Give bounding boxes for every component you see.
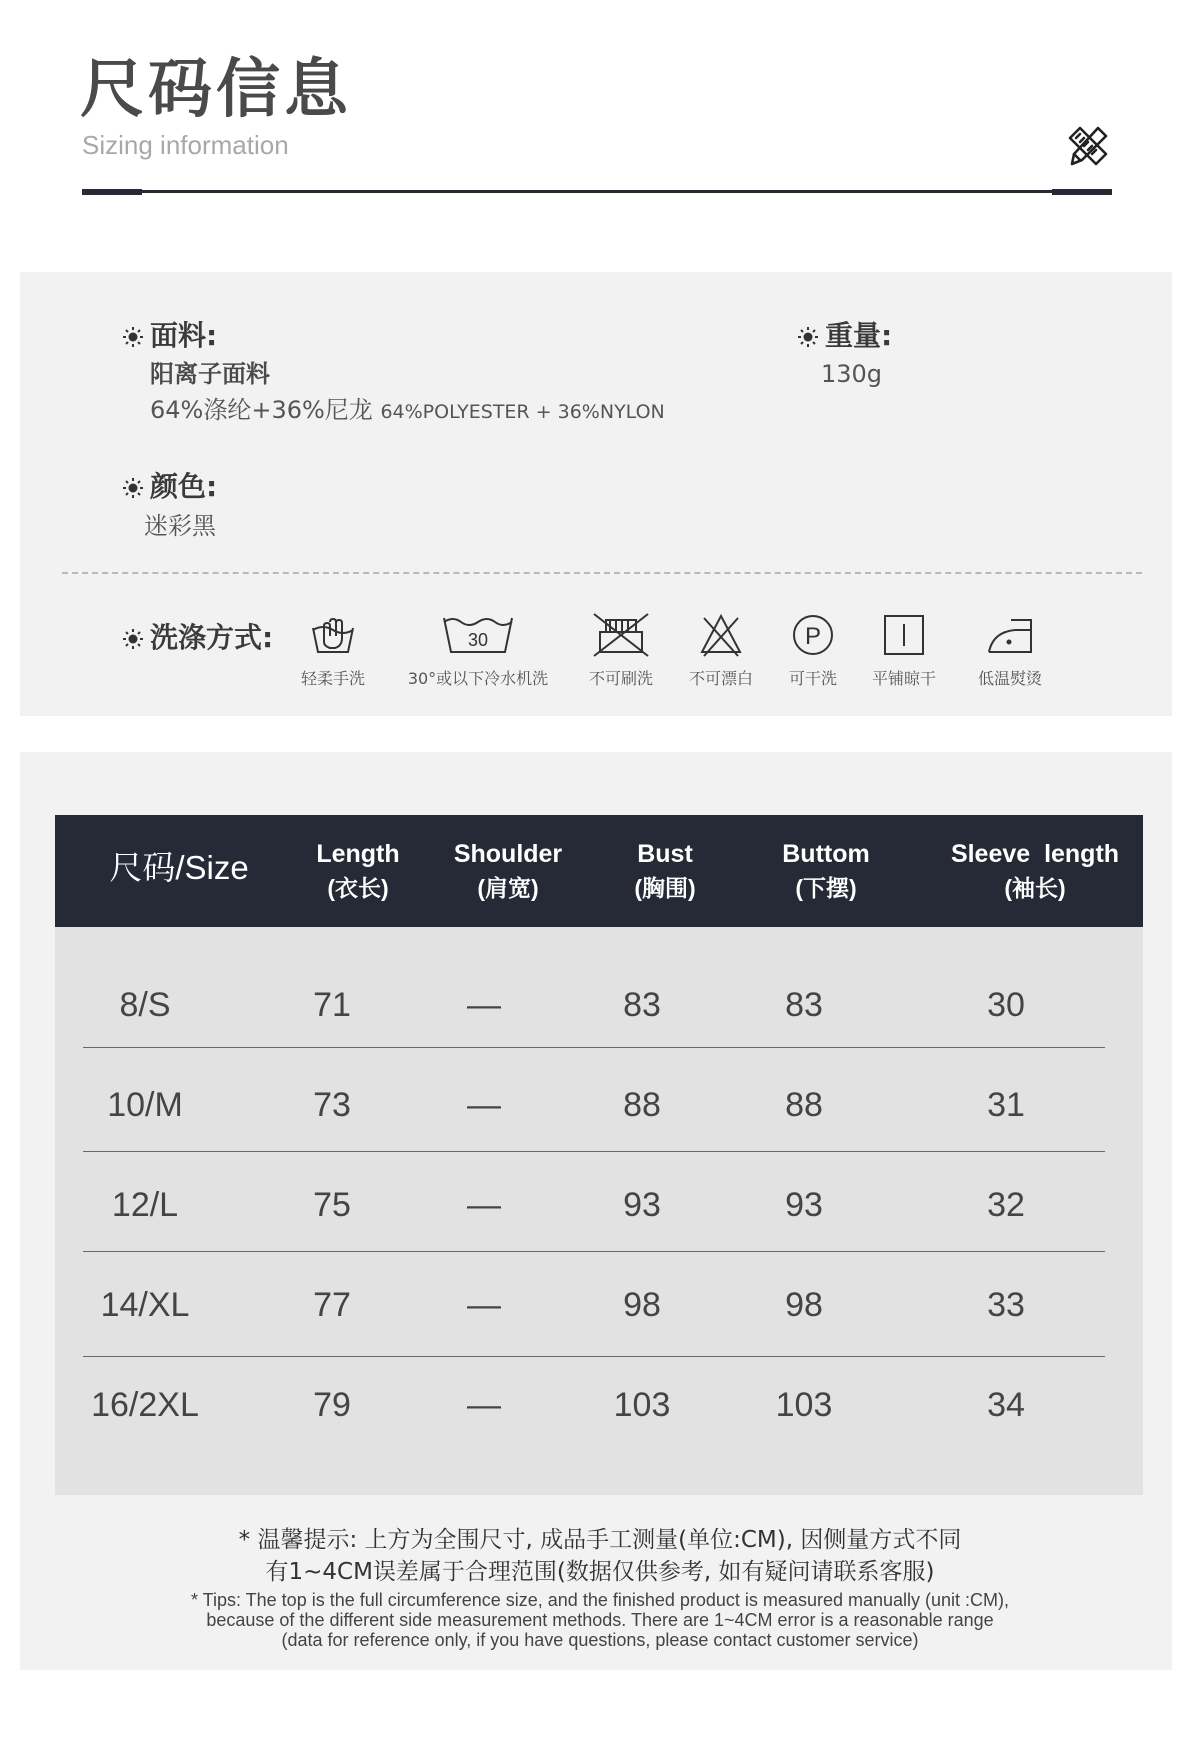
sun-bullet-icon bbox=[122, 628, 144, 650]
care-item-no-bleach bbox=[676, 612, 766, 689]
care-item-dry-clean bbox=[773, 612, 853, 689]
measurement-cell: 73 bbox=[313, 1086, 351, 1124]
size-cell: 16/2XL bbox=[91, 1386, 199, 1424]
header-buttom-main: Buttom bbox=[782, 840, 870, 868]
care-item-hand-wash bbox=[283, 612, 383, 689]
header-buttom-sub: (下摆) bbox=[795, 875, 857, 901]
measurement-cell: 77 bbox=[313, 1286, 351, 1324]
dry-clean-p-icon bbox=[790, 612, 836, 658]
weight-heading bbox=[797, 318, 892, 354]
note-en-line-2: because of the different side measurement methods. There are 1~4CM error is a reasonable range bbox=[206, 1610, 994, 1630]
care-item-flat-dry bbox=[859, 612, 949, 689]
measurement-cell: 32 bbox=[987, 1186, 1025, 1224]
hand-wash-icon bbox=[308, 612, 358, 658]
header-sleeve-sub: (袖长) bbox=[1004, 875, 1066, 901]
pencil-ruler-icon bbox=[1064, 122, 1112, 170]
weight-value: 130g bbox=[821, 360, 883, 388]
header-size: 尺码/Size bbox=[109, 849, 249, 886]
header-bust-main: Bust bbox=[637, 840, 693, 868]
header-shoulder-main: Shoulder bbox=[453, 840, 563, 868]
header-sleeve-main: Sleeve length bbox=[950, 840, 1120, 868]
measurement-cell: 33 bbox=[987, 1286, 1025, 1324]
sun-bullet-icon bbox=[122, 326, 144, 348]
fabric-composition bbox=[150, 394, 665, 428]
weight-label: 重量: bbox=[825, 319, 893, 352]
measurement-cell: 31 bbox=[987, 1086, 1025, 1124]
measurement-cell: 83 bbox=[785, 986, 823, 1024]
measurement-cell: 83 bbox=[623, 986, 661, 1024]
header-length-sub: (衣长) bbox=[327, 875, 389, 901]
fabric-label: 面料: bbox=[150, 319, 218, 352]
size-cell: 14/XL bbox=[100, 1286, 190, 1324]
row-divider bbox=[83, 1151, 1105, 1152]
measurement-cell: — bbox=[467, 1286, 501, 1324]
header-length-main: Length bbox=[316, 840, 400, 868]
wash-temp: 30 bbox=[467, 630, 489, 650]
color-label: 颜色: bbox=[150, 470, 218, 503]
measurement-cell: — bbox=[467, 1086, 501, 1124]
page-title: 尺码信息 bbox=[80, 53, 352, 127]
measurement-cell: 98 bbox=[623, 1286, 661, 1324]
header-shoulder bbox=[408, 837, 608, 905]
header-shoulder-sub: (肩宽) bbox=[477, 875, 539, 901]
measurement-cell: — bbox=[467, 1186, 501, 1224]
measurement-cell: — bbox=[467, 986, 501, 1024]
header-buttom bbox=[746, 837, 906, 905]
color-value: 迷彩黑 bbox=[144, 512, 216, 540]
measurement-cell: 103 bbox=[613, 1386, 671, 1424]
measurement-cell: 75 bbox=[313, 1186, 351, 1224]
fabric-composition-en: 64%POLYESTER + 36%NYLON bbox=[380, 401, 665, 423]
flat-dry-icon bbox=[881, 612, 927, 658]
fabric-name: 阳离子面料 bbox=[150, 360, 270, 388]
washing-label: 洗涤方式: bbox=[150, 621, 274, 654]
measurement-cell: 93 bbox=[785, 1186, 823, 1224]
size-table-header bbox=[55, 815, 1143, 927]
dry-clean-letter: P bbox=[804, 623, 822, 650]
sun-bullet-icon bbox=[797, 326, 819, 348]
care-label: 可干洗 bbox=[788, 669, 837, 688]
care-label: 不可漂白 bbox=[688, 669, 753, 688]
header-sleeve bbox=[935, 837, 1135, 905]
measurement-cell: 34 bbox=[987, 1386, 1025, 1424]
low-iron-icon bbox=[985, 612, 1035, 658]
note-en-line-1: * Tips: The top is the full circumference size, and the finished product is measured manually (unit :CM), bbox=[190, 1590, 1010, 1610]
header-divider-accent-left bbox=[82, 189, 142, 195]
header-divider bbox=[82, 190, 1112, 193]
no-bleach-icon bbox=[698, 612, 744, 658]
fabric-composition-cn: 64%涤纶+36%尼龙 bbox=[150, 396, 373, 424]
row-divider bbox=[83, 1356, 1105, 1357]
header-divider-accent-right bbox=[1052, 189, 1112, 195]
machine-wash-30-icon bbox=[441, 612, 515, 658]
measurement-cell: 98 bbox=[785, 1286, 823, 1324]
measurement-cell: 71 bbox=[313, 986, 351, 1024]
page-subtitle: Sizing information bbox=[82, 130, 289, 160]
header-bust bbox=[585, 837, 745, 905]
note-cn-line-1: * 温馨提示: 上方为全围尺寸, 成品手工测量(单位:CM), 因侧量方式不同 bbox=[238, 1527, 962, 1553]
care-item-machine-wash bbox=[393, 612, 563, 689]
section-divider bbox=[62, 572, 1142, 574]
measurement-cell: 88 bbox=[623, 1086, 661, 1124]
measurement-cell: 103 bbox=[775, 1386, 833, 1424]
measurement-cell: 30 bbox=[987, 986, 1025, 1024]
row-divider bbox=[83, 1047, 1105, 1048]
fabric-heading bbox=[122, 318, 217, 354]
size-cell: 10/M bbox=[107, 1086, 183, 1124]
no-brush-icon bbox=[590, 612, 652, 658]
measurement-cell: 88 bbox=[785, 1086, 823, 1124]
color-heading bbox=[122, 469, 217, 505]
washing-heading bbox=[122, 620, 273, 656]
care-label: 低温熨烫 bbox=[977, 669, 1042, 688]
care-label: 30°或以下冷水机洗 bbox=[407, 669, 549, 688]
header-bust-sub: (胸围) bbox=[634, 875, 696, 901]
care-label: 轻柔手洗 bbox=[300, 669, 365, 688]
care-label: 不可刷洗 bbox=[588, 669, 653, 688]
note-en-line-3: (data for reference only, if you have questions, please contact customer service) bbox=[281, 1630, 919, 1650]
row-divider bbox=[83, 1251, 1105, 1252]
care-label: 平铺晾干 bbox=[871, 669, 936, 688]
care-item-low-iron bbox=[960, 612, 1060, 689]
measurement-cell: 93 bbox=[623, 1186, 661, 1224]
measurement-cell: 79 bbox=[313, 1386, 351, 1424]
measurement-cell: — bbox=[467, 1386, 501, 1424]
care-item-no-brush bbox=[576, 612, 666, 689]
size-cell: 12/L bbox=[111, 1186, 179, 1224]
size-cell: 8/S bbox=[119, 986, 171, 1024]
note-cn-line-2: 有1~4CM误差属于合理范围(数据仅供参考, 如有疑问请联系客服) bbox=[265, 1559, 935, 1585]
sun-bullet-icon bbox=[122, 477, 144, 499]
